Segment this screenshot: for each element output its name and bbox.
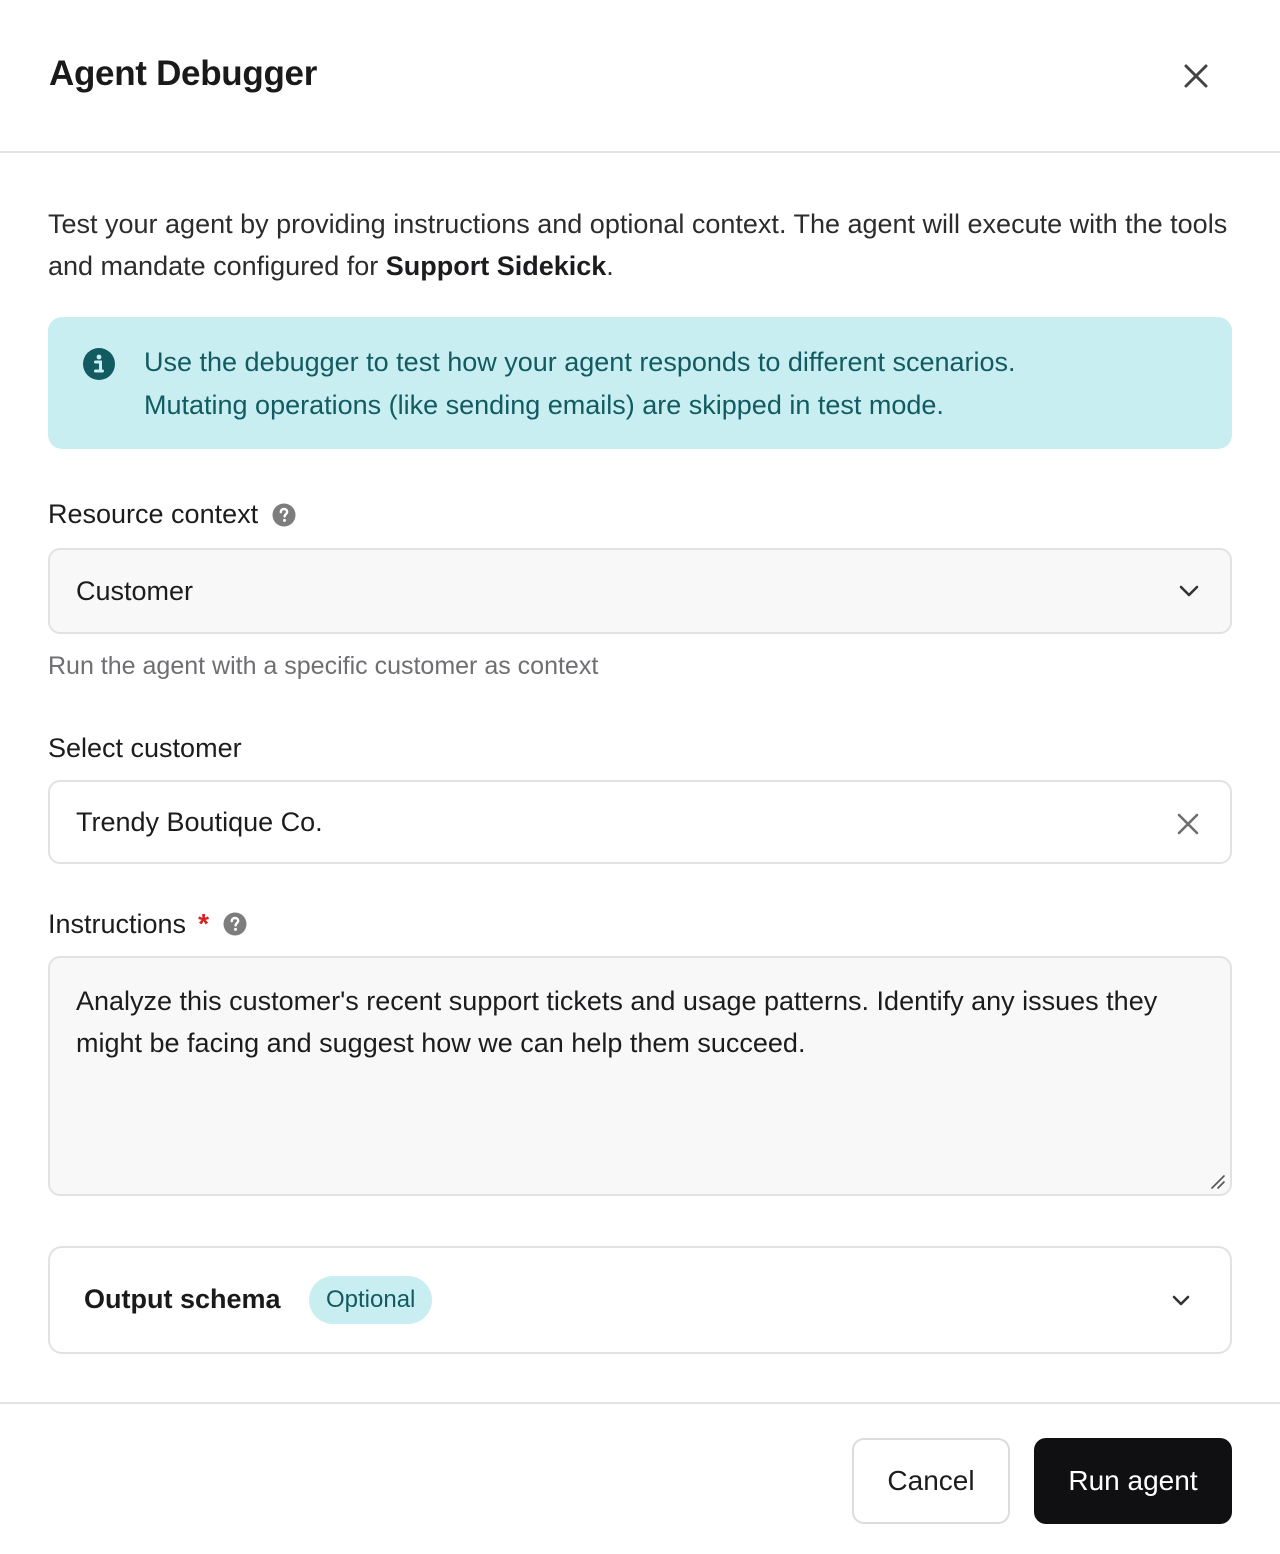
dialog-body	[48, 153, 1232, 1354]
dialog-footer	[0, 1402, 1280, 1554]
run-agent-button[interactable]: Run agent	[1034, 1438, 1232, 1524]
info-banner-text	[144, 341, 1202, 427]
close-icon	[1182, 62, 1210, 90]
dialog-header	[0, 0, 1280, 153]
agent-name: Support Sidekick	[385, 251, 607, 281]
select-customer-label-row	[48, 733, 1232, 764]
instructions-value: Analyze this customer's recent support tickets and usage patterns. Identify any issues they might be facing and suggest how we can help them succeed.	[76, 986, 1158, 1058]
info-icon	[82, 347, 116, 381]
dialog-title: Agent Debugger	[49, 54, 318, 93]
info-banner-line-2: Mutating operations (like sending emails) are skipped in test mode.	[144, 390, 944, 420]
instructions-label: Instructions	[48, 908, 187, 939]
intro-text: Test your agent by providing instructions and optional context. The agent will execute with the tools and mandate configured for Support Sidekick.	[48, 209, 1228, 281]
instructions-label-row	[48, 908, 1232, 940]
cancel-button[interactable]: Cancel	[852, 1438, 1010, 1524]
info-banner	[48, 317, 1232, 449]
resource-context-label-row	[48, 499, 1232, 530]
chevron-down-icon	[1178, 580, 1200, 602]
resource-context-hint: Run the agent with a specific customer as context	[48, 652, 599, 680]
info-banner-line-1: Use the debugger to test how your agent responds to different scenarios.	[144, 347, 1016, 377]
customer-combobox[interactable]	[48, 780, 1232, 864]
optional-badge: Optional	[309, 1276, 432, 1324]
instructions-textarea[interactable]	[48, 956, 1232, 1196]
resize-handle-icon[interactable]	[1208, 1172, 1226, 1190]
resource-context-value: Customer	[76, 576, 194, 606]
chevron-down-icon	[1170, 1290, 1192, 1312]
customer-value: Trendy Boutique Co.	[76, 807, 323, 837]
clear-icon[interactable]	[1172, 808, 1204, 840]
select-customer-label: Select customer	[48, 733, 242, 763]
output-schema-label: Output schema	[84, 1284, 281, 1314]
help-icon[interactable]	[223, 912, 247, 936]
output-schema-accordion[interactable]	[48, 1246, 1232, 1354]
required-marker: *	[198, 908, 209, 939]
help-icon[interactable]	[272, 503, 296, 527]
resource-context-label: Resource context	[48, 499, 259, 529]
close-button[interactable]	[1172, 52, 1220, 100]
resource-context-select[interactable]	[48, 548, 1232, 634]
